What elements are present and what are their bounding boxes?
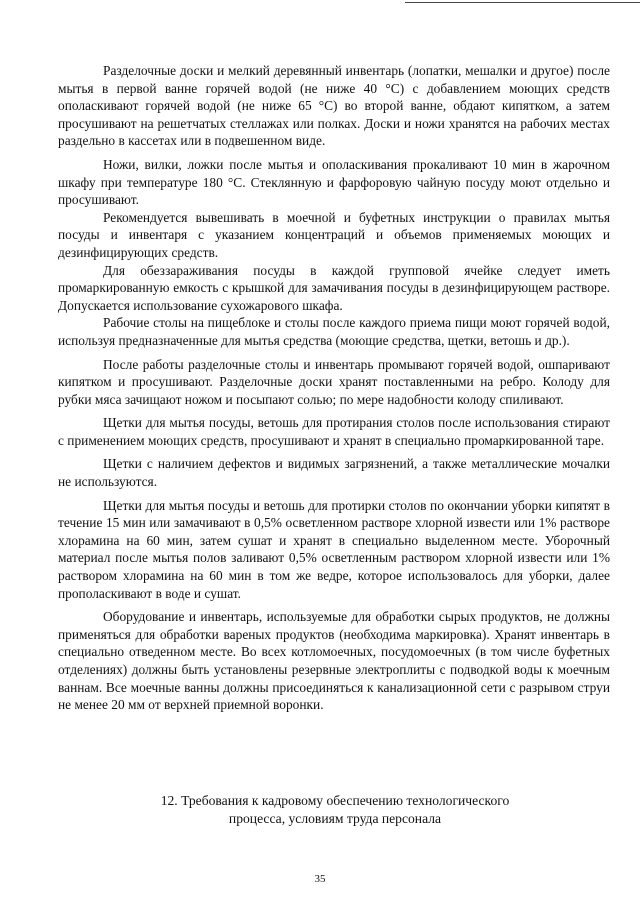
paragraph-boards-cleaning: Разделочные доски и мелкий деревянный инвентарь (лопатки, мешалки и другое) после мытья в первой ванне горячей водой (не ниже 40 °С) с добавлением моющих средств ополаскивают горячей водой (не ниже 65 °С) во второй ванне, обдают кипятком, а затем просушивают на решетчатых стеллажах или полках. Доски и ножи хранятся на рабочих местах раздельно в кассетах или в подвешенном виде.	[58, 63, 610, 149]
paragraph-defective-brushes: Щетки с наличием дефектов и видимых загрязнений, а также металлические мочалки не используются.	[58, 456, 610, 490]
paragraph-brushes-washing: Щетки для мытья посуды, ветошь для протирания столов после использования стирают с применением моющих средств, просушивают и хранят в специально промаркированной таре.	[58, 415, 610, 448]
section-heading	[100, 792, 570, 828]
paragraph-cutting-tables: После работы разделочные столы и инвентарь промывают горячей водой, ошпаривают кипятком и просушивают. Разделочные доски хранят поставленными на ребро. Колоду для рубки мяса зачищают ножом и посыпают солью; по мере надобности колоду спиливают.	[58, 356, 610, 407]
paragraph-work-tables: Рабочие столы на пищеблоке и столы после каждого приема пищи моют горячей водой, используя предназначенные для мытья средства (моющие средства, щетки, ветошь и др.).	[58, 315, 610, 348]
paragraph-equipment: Оборудование и инвентарь, используемые для обработки сырых продуктов, не должны применяться для обработки вареных продуктов (необходима маркировка). Хранят инвентарь в специально отведенном месте. Во всех котломоечных, посудомоечных (в том числе буфетных отделениях) должны быть установлены резервные электроплиты с подводкой воды к моечным ваннам. Все моечные ванны должны присоединяться к канализационной сети с разрывом струи не менее 20 мм от верхней приемной воронки.	[58, 609, 610, 713]
section-heading-line-2: процесса, условиям труда персонала	[228, 811, 442, 826]
section-heading-line-1: 12. Требования к кадровому обеспечению технологического	[160, 793, 510, 808]
paragraph-brushes-boiling: Щетки для мытья посуды и ветошь для протирки столов по окончании уборки кипятят в течение 15 мин или замачивают в 0,5% осветленном растворе хлорной извести или 1% растворе хлорамина на 60 мин, затем сушат и хранят в специально выделенном месте. Уборочный материал после мытья полов заливают 0,5% осветленным раствором хлорной извести или 1% раствором хлорамина на 60 мин в том же ведре, которое использовалось для уборки, далее прополаскивают в воде и сушат.	[58, 497, 610, 601]
paragraph-disinfection: Для обеззараживания посуды в каждой групповой ячейке следует иметь промаркированную емкость с крышкой для замачивания посуды в дезинфицирующем растворе. Допускается использование сухожарового шкафа.	[58, 262, 610, 313]
body-text	[58, 62, 610, 720]
page-number: 35	[314, 873, 326, 885]
header-rule	[405, 2, 640, 3]
paragraph-instructions: Рекомендуется вывешивать в моечной и буфетных инструкции о правилах мытья посуды и инвентаря с указанием концентраций и объемов применяемых моющих и дезинфицирующих средств.	[58, 209, 610, 260]
paragraph-cutlery: Ножи, вилки, ложки после мытья и ополаскивания прокаливают 10 мин в жарочном шкафу при температуре 180 °С. Стеклянную и фарфоровую чайную посуду моют отдельно и просушивают.	[58, 156, 610, 208]
